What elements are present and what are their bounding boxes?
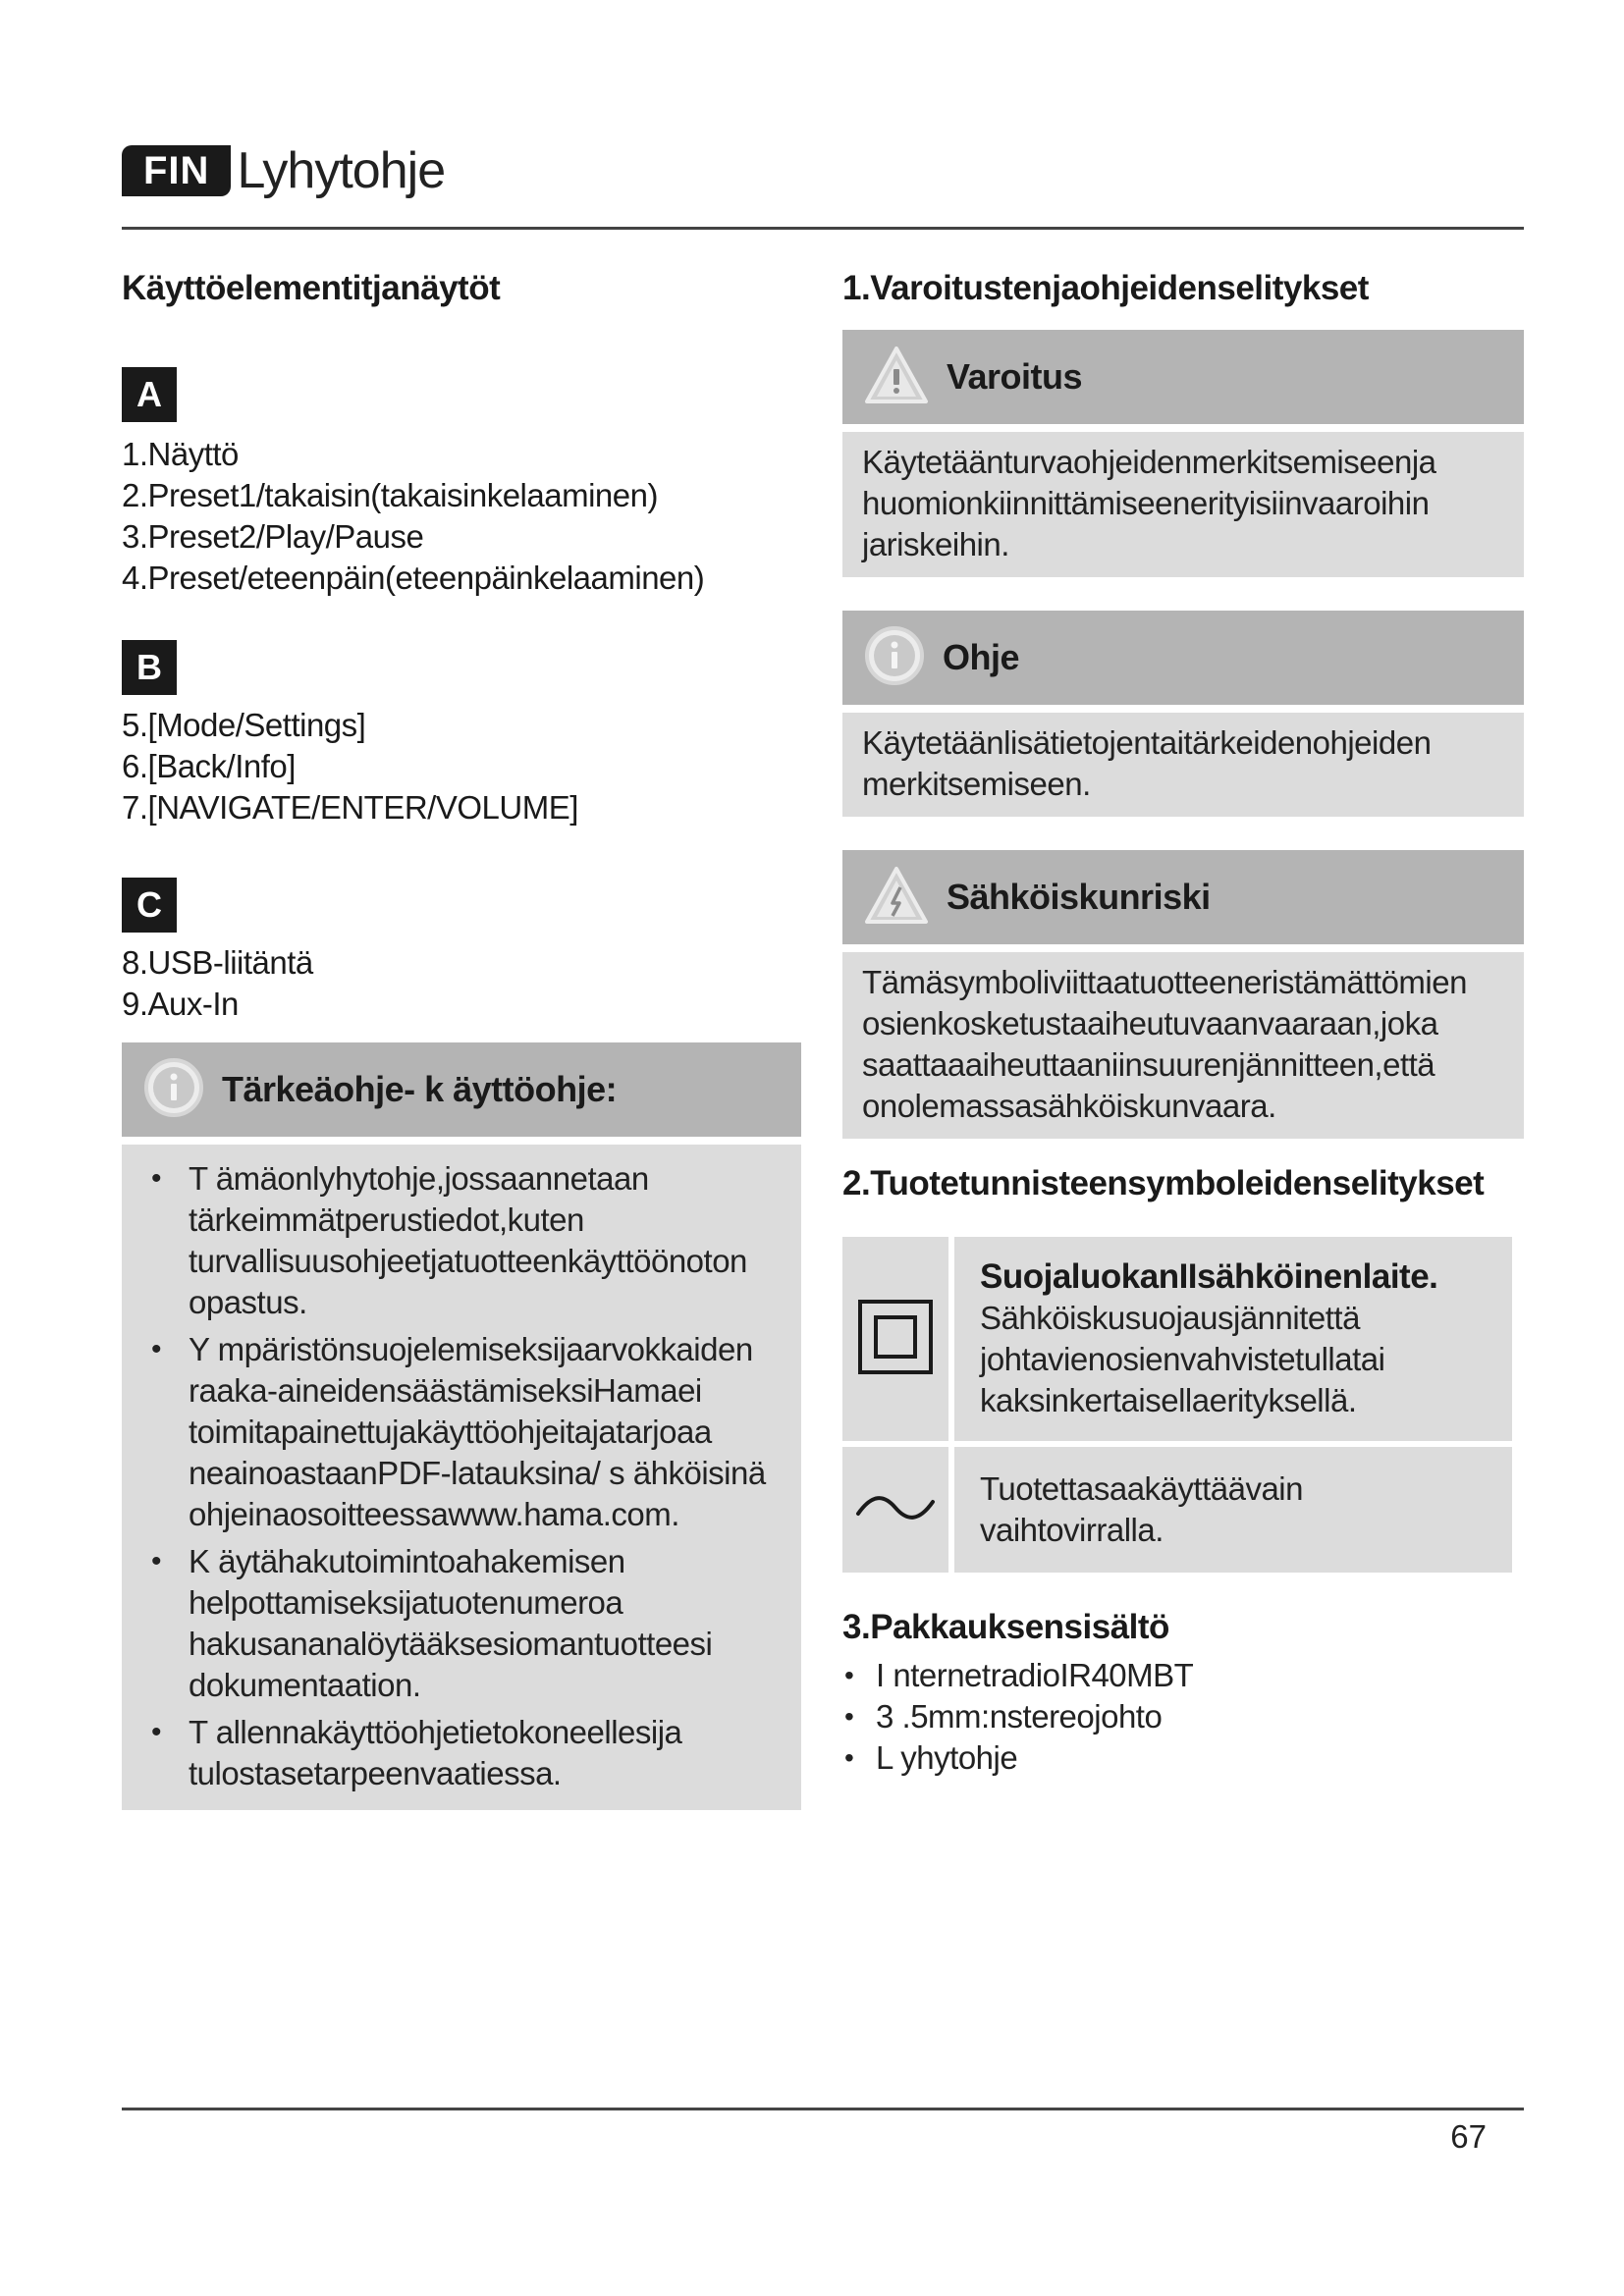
symbol-cell-class2 — [842, 1237, 948, 1441]
body-line: huomionkiinnittämiseenerityisiinvaaroihin — [862, 485, 1430, 521]
bullet-item: • K äytähakutoimintoahakemisen helpottamiseksijatuotenumeroa hakusananalöytääksesiomantuotteesi dokumentaation. — [134, 1541, 785, 1706]
body-line: Käytetäänturvaohjeidenmerkitsemiseenja — [862, 444, 1436, 480]
list-item: 9.Aux-In — [122, 986, 239, 1022]
bullet-item: • T allennakäyttöohjetietokoneellesija tulostasetarpeenvaatiessa. — [134, 1712, 785, 1794]
list-item: 3.Preset2/Play/Pause — [122, 518, 424, 555]
body-line: kaksinkertaisellaerityksellä. — [980, 1382, 1357, 1418]
body-line: Tämäsymboliviittaatuotteeneristämättömien — [862, 964, 1467, 1000]
important-notice-body — [122, 1145, 801, 1810]
notice-electric-shock-body — [842, 952, 1524, 1139]
body-line: merkitsemiseen. — [862, 766, 1091, 802]
group-c-list — [122, 942, 801, 1025]
list-item: 2.Preset1/takaisin(takaisinkelaaminen) — [122, 477, 658, 513]
notice-info — [842, 611, 1524, 817]
group-c — [122, 878, 801, 1025]
body-line: Sähköiskusuojausjännitettä — [980, 1300, 1360, 1336]
list-item: 8.USB-liitäntä — [122, 944, 313, 981]
package-contents-list — [842, 1655, 1524, 1779]
group-letter-b: B — [122, 640, 177, 695]
body-line: saattaaaiheuttaaniinsuurenjännitteen,että — [862, 1046, 1435, 1083]
notice-info-body — [842, 713, 1524, 817]
list-item: 7.[NAVIGATE/ENTER/VOLUME] — [122, 789, 578, 826]
controls-heading: Käyttöelementitjanäytöt — [122, 269, 501, 307]
notice-electric-shock-title: Sähköiskunriski — [947, 877, 1211, 917]
notice-warning-body — [842, 432, 1524, 577]
important-bullets — [134, 1158, 785, 1794]
list-item: • 3 .5mm:nstereojohto — [842, 1696, 1524, 1737]
page-header — [122, 143, 445, 198]
double-square-icon — [857, 1299, 934, 1380]
list-item: 6.[Back/Info] — [122, 748, 296, 784]
section2-heading: 2.Tuotetunnisteensymboleidenselitykset — [842, 1164, 1485, 1202]
body-line: Tuotettasaakäyttäävain — [980, 1470, 1303, 1507]
notice-warning-title: Varoitus — [947, 356, 1083, 397]
important-notice — [122, 1042, 801, 1810]
body-line: vaihtovirralla. — [980, 1512, 1164, 1548]
list-item: • I nternetradioIR40MBT — [842, 1655, 1524, 1696]
bullet-item: • T ämäonlyhytohje,jossaannetaan tärkeimmätperustiedot,kuten turvallisuusohjeetjatuotteenkäyttöönoton opastus. — [134, 1158, 785, 1323]
group-a — [122, 367, 801, 599]
warning-icon — [864, 346, 929, 409]
electric-shock-icon — [864, 866, 929, 930]
group-letter-a: A — [122, 367, 177, 422]
footer-rule — [122, 2108, 1524, 2110]
section3-heading: 3.Pakkauksensisältö — [842, 1608, 1169, 1646]
body-line: Käytetäänlisätietojentaitärkeidenohjeiden — [862, 724, 1432, 761]
body-line: osienkosketustaaiheutuvaanvaaraan,joka — [862, 1005, 1438, 1041]
notice-info-header — [842, 611, 1524, 705]
notice-info-title: Ohje — [943, 637, 1020, 677]
notice-electric-shock-header — [842, 850, 1524, 944]
left-column — [122, 265, 801, 1810]
list-item: 5.[Mode/Settings] — [122, 707, 366, 743]
list-item: 1.Näyttö — [122, 436, 239, 472]
group-b — [122, 640, 801, 828]
symbol-title: SuojaluokanIIsähköinenlaite. — [980, 1257, 1438, 1296]
info-icon — [864, 625, 925, 691]
symbol-text-class2 — [954, 1237, 1512, 1441]
body-line: johtavienosienvahvistetullatai — [980, 1341, 1385, 1377]
info-icon — [143, 1057, 204, 1123]
body-line: onolemassasähköiskunvaara. — [862, 1088, 1276, 1124]
alternating-current-icon — [854, 1488, 937, 1532]
document-title: Lyhytohje — [237, 142, 446, 199]
body-line: jariskeihin. — [862, 526, 1009, 562]
notice-warning — [842, 330, 1524, 577]
right-column — [842, 265, 1524, 1779]
symbol-text-ac — [954, 1447, 1512, 1573]
list-item: • L yhytohje — [842, 1737, 1524, 1779]
bullet-item: • Y mpäristönsuojelemiseksijaarvokkaiden raaka-aineidensäästämiseksiHamaei toimitapainettujakäyttöohjeitajatarjoaa neainoastaanPDF-latauksina/ s ähköisinä ohjeinaosoitteessawww.hama.com. — [134, 1329, 785, 1535]
important-notice-header — [122, 1042, 801, 1137]
header-rule — [122, 227, 1524, 230]
group-b-list — [122, 705, 801, 828]
notice-electric-shock — [842, 850, 1524, 1139]
section1-heading: 1.Varoitustenjaohjeidenselitykset — [842, 269, 1369, 307]
group-letter-c: C — [122, 878, 177, 933]
language-badge: FIN — [122, 145, 231, 196]
group-a-list — [122, 434, 801, 599]
symbol-cell-ac — [842, 1447, 948, 1573]
symbol-table — [842, 1237, 1524, 1573]
list-item: 4.Preset/eteenpäin(eteenpäinkelaaminen) — [122, 560, 705, 596]
notice-warning-header — [842, 330, 1524, 424]
important-notice-title: Tärkeäohje- k äyttöohje: — [222, 1069, 618, 1109]
page-number: 67 — [1450, 2118, 1487, 2155]
